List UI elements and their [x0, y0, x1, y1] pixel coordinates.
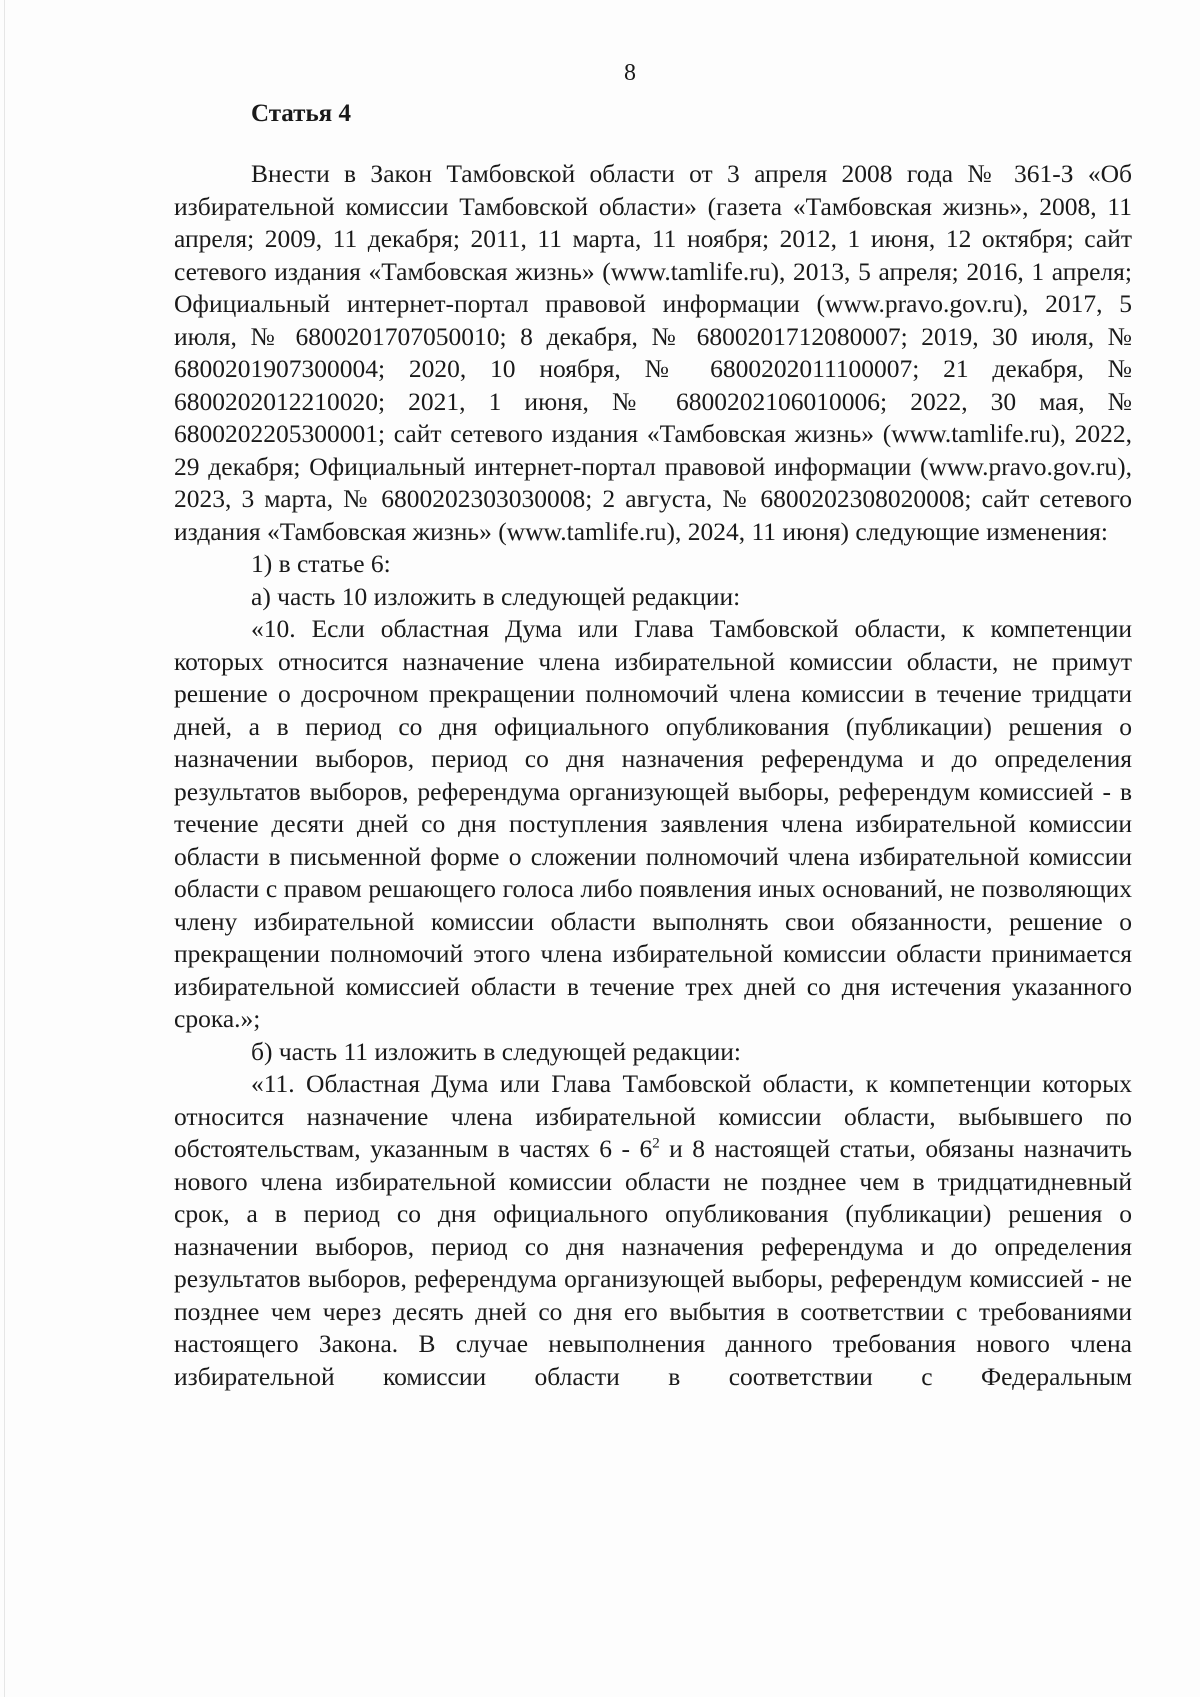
part-11-text-end: и 8 настоящей статьи, обязаны назначить нового члена избирательной комиссии области не позднее чем в тридцатидневный срок, а в период со дня официального опубликования (публикации) решения о назначении выборов, период со дня назначения референдума и до определения результатов выборов, референдума организующей выборы, референдум комиссией - не позднее чем через десять дней со дня его выбытия в соответствии с требованиями настоящего Закона. В случае невыполнения данного требования нового члена избирательной комиссии области в соответствии с Федеральным: [174, 1134, 1132, 1391]
paragraph-amendment-intro: Внести в Закон Тамбовской области от 3 апреля 2008 года № 361-З «Об избирательной комиссии Тамбовской области» (газета «Тамбовская жизнь», 2008, 11 апреля; 2009, 11 декабря; 2011, 11 марта, 11 ноября; 2012, 1 июня, 12 октября; сайт сетевого издания «Тамбовская жизнь» (www.tamlife.ru), 2013, 5 апреля; 2016, 1 апреля; Официальный интернет-портал правовой информации (www.pravo.gov.ru), 2017, 5 июля, № 6800201707050010; 8 декабря, № 6800201712080007; 2019, 30 июля, № 6800201907300004; 2020, 10 ноября, № 6800202011100007; 21 декабря, № 6800202012210020; 2021, 1 июня, № 6800202106010006; 2022, 30 мая, № 6800202205300001; сайт сетевого издания «Тамбовская жизнь» (www.tamlife.ru), 2022, 29 декабря; Официальный интернет-портал правовой информации (www.pravo.gov.ru), 2023, 3 марта, № 6800202303030008; 2 августа, № 6800202308020008; сайт сетевого издания «Тамбовская жизнь» (www.tamlife.ru), 2024, 11 июня) следующие изменения:: [174, 159, 1132, 546]
paragraph-part-11: [174, 1068, 1132, 1393]
article-heading: Статья 4: [251, 100, 351, 127]
page-number: 8: [624, 60, 636, 86]
document-body: [174, 158, 1132, 1393]
paragraph-item-1: 1) в статье 6:: [251, 549, 391, 578]
part-11-text-start: «11. Областная Дума или Глава Тамбовской области, к компетенции которых относится назначение члена избирательной комиссии области, выбывшего по обстоятельствам, указанным в частях 6 - 6: [174, 1069, 1132, 1163]
scan-edge-line: [4, 0, 5, 1697]
paragraph-item-a: а) часть 10 изложить в следующей редакции:: [251, 581, 741, 611]
paragraph-part-10: «10. Если областная Дума или Глава Тамбовской области, к компетенции которых относится назначение члена избирательной комиссии области, не примут решение о досрочном прекращении полномочий члена комиссии в течение тридцати дней, а в период со дня официального опубликования (публикации) решения о назначении выборов, период со дня назначения референдума и до определения результатов выборов, референдума организующей выборы, референдум комиссией - в течение десяти дней со дня поступления заявления члена избирательной комиссии области в письменной форме о сложении полномочий члена избирательной комиссии области с правом решающего голоса либо появления иных оснований, не позволяющих члену избирательной комиссии области выполнять свои обязанности, решение о прекращении полномочий этого члена избирательной комиссии области принимается избирательной комиссией области в течение трех дней со дня истечения указанного срока.»;: [174, 614, 1132, 1033]
paragraph-item-b: б) часть 11 изложить в следующей редакции:: [251, 1036, 741, 1066]
part-11-superscript: 2: [652, 1135, 660, 1152]
